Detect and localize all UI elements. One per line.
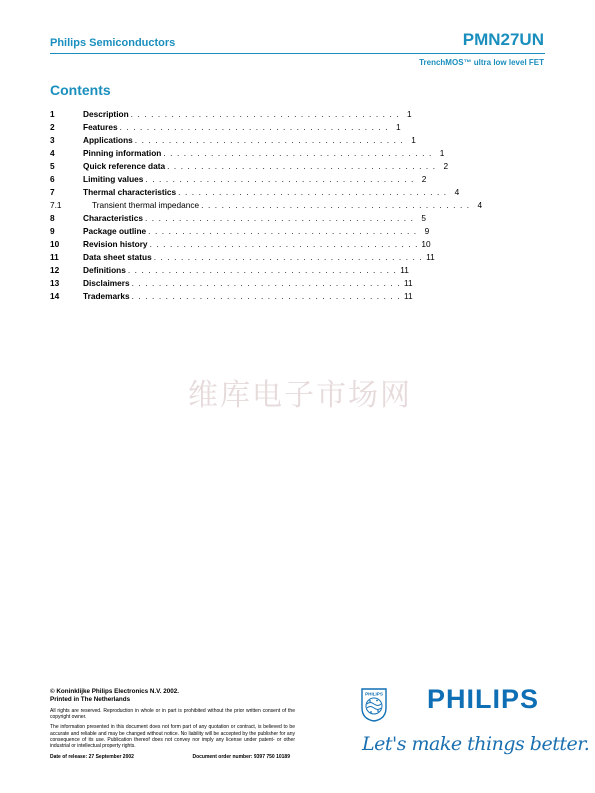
toc-entry-body	[83, 108, 412, 121]
toc-entry-title: Thermal characteristics	[83, 187, 177, 197]
toc-entry[interactable]	[50, 238, 431, 251]
toc-entry-body	[83, 225, 430, 238]
toc-entry-number: 8	[50, 213, 55, 223]
toc-dot-leader: . . . . . . . . . . . . . . . . . . . . . . . . . . . . . . . . . . . . . . . .	[148, 226, 418, 236]
toc-entry-number: 7	[50, 187, 55, 197]
toc-entry-number: 1	[50, 109, 55, 119]
toc-entry-number: 5	[50, 161, 55, 171]
toc-dot-leader: . . . . . . . . . . . . . . . . . . . . . . . . . . . . . . . . . . . . . . . .	[201, 200, 471, 210]
toc-entry-title: Definitions	[83, 265, 126, 275]
toc-entry-page: 4	[454, 187, 460, 197]
toc-dot-leader: . . . . . . . . . . . . . . . . . . . . . . . . . . . . . . . . . . . . . . . .	[134, 135, 404, 145]
philips-wordmark: PHILIPS	[427, 684, 540, 714]
toc-entry-body	[83, 238, 431, 251]
toc-dot-leader: . . . . . . . . . . . . . . . . . . . . . . . . . . . . . . . . . . . . . . . .	[131, 291, 401, 301]
toc-entry-page: 11	[403, 278, 413, 288]
toc-dot-leader: . . . . . . . . . . . . . . . . . . . . . . . . . . . . . . . . . . . . . . . .	[144, 213, 414, 223]
toc-entry-body	[83, 134, 416, 147]
toc-entry-page: 10	[421, 239, 431, 249]
product-title: PMN27UN	[462, 30, 544, 49]
toc-entry[interactable]	[50, 186, 460, 199]
toc-entry-page: 4	[477, 200, 483, 210]
toc-entry[interactable]	[50, 212, 426, 225]
toc-entry-page: 1	[407, 109, 412, 119]
toc-entry-number: 10	[50, 239, 60, 249]
toc-entry-title: Features	[83, 122, 118, 132]
company-name: Philips Semiconductors	[50, 37, 176, 49]
shield-label: PHILIPS	[365, 691, 383, 697]
toc-entry[interactable]	[50, 264, 409, 277]
toc-entry[interactable]	[50, 290, 413, 303]
contents-heading: Contents	[50, 82, 111, 98]
toc-entry-body	[83, 251, 435, 264]
toc-entry[interactable]	[50, 199, 483, 212]
toc-dot-leader: . . . . . . . . . . . . . . . . . . . . . . . . . . . . . . . . . . . . . . . .	[167, 161, 437, 171]
toc-dot-leader: . . . . . . . . . . . . . . . . . . . . . . . . . . . . . . . . . . . . . . . .	[119, 122, 389, 132]
toc-entry-title: Limiting values	[83, 174, 144, 184]
copyright-line: © Koninklijke Philips Electronics N.V. 2002.	[50, 688, 179, 695]
rights-notice: All rights are reserved. Reproduction in whole or in part is prohibited without the prior written consent of the copyright owner.	[50, 708, 295, 721]
toc-entry-title: Transient thermal impedance	[92, 200, 200, 210]
toc-entry-body	[83, 277, 413, 290]
printed-line: Printed in The Netherlands	[50, 696, 131, 703]
toc-entry-number: 13	[50, 278, 60, 288]
toc-entry-page: 1	[439, 148, 445, 158]
toc-entry-body	[92, 199, 483, 212]
toc-entry-page: 5	[421, 213, 426, 223]
toc-entry-body	[83, 264, 409, 277]
table-of-contents	[50, 108, 483, 303]
toc-entry-page: 11	[400, 265, 409, 275]
watermark: 维库电子市场网	[188, 378, 412, 413]
toc-entry-page: 2	[443, 161, 449, 171]
document-info	[50, 754, 290, 760]
toc-entry-title: Data sheet status	[83, 252, 152, 262]
toc-entry-number: 14	[50, 291, 60, 301]
toc-entry[interactable]	[50, 121, 401, 134]
footer	[50, 688, 295, 760]
brand-tagline: Let's make things better.	[362, 733, 590, 755]
toc-entry-page: 11	[403, 291, 413, 301]
toc-entry-body	[83, 147, 445, 160]
toc-entry-number: 2	[50, 122, 55, 132]
toc-entry[interactable]	[50, 108, 412, 121]
toc-entry-body	[83, 173, 427, 186]
toc-dot-leader: . . . . . . . . . . . . . . . . . . . . . . . . . . . . . . . . . . . . . . . .	[127, 265, 397, 275]
toc-entry-page: 11	[426, 252, 435, 262]
toc-entry-body	[83, 290, 413, 303]
toc-entry-title: Pinning information	[83, 148, 162, 158]
toc-dot-leader: . . . . . . . . . . . . . . . . . . . . . . . . . . . . . . . . . . . . . . . .	[149, 239, 419, 249]
toc-entry-number: 11	[50, 252, 59, 262]
toc-entry-page: 1	[395, 122, 401, 132]
toc-dot-leader: . . . . . . . . . . . . . . . . . . . . . . . . . . . . . . . . . . . . . . . .	[145, 174, 415, 184]
release-date: Date of release: 27 September 2002	[50, 754, 134, 761]
toc-entry-body	[83, 212, 426, 225]
header-divider	[50, 53, 545, 54]
toc-entry-title: Disclaimers	[83, 278, 130, 288]
toc-dot-leader: . . . . . . . . . . . . . . . . . . . . . . . . . . . . . . . . . . . . . . . .	[131, 278, 401, 288]
toc-entry[interactable]	[50, 277, 413, 290]
toc-entry[interactable]	[50, 173, 427, 186]
toc-entry-body	[83, 186, 460, 199]
toc-entry-title: Quick reference data	[83, 161, 166, 171]
toc-entry-number: 6	[50, 174, 55, 184]
toc-entry-page: 2	[421, 174, 427, 184]
toc-entry-page: 1	[411, 135, 416, 145]
liability-notice: The information presented in this document does not form part of any quotation or contract, is believed to be accurate and reliable and may be changed without notice. No liability will be accepted by the publisher for any consequence of its use. Publication thereof does not convey nor imply any license under patent- or other industrial or intellectual property rights.	[50, 724, 295, 750]
toc-dot-leader: . . . . . . . . . . . . . . . . . . . . . . . . . . . . . . . . . . . . . . . .	[153, 252, 423, 262]
toc-entry[interactable]	[50, 147, 445, 160]
toc-entry-title: Revision history	[83, 239, 148, 249]
toc-entry-title: Applications	[83, 135, 133, 145]
toc-dot-leader: . . . . . . . . . . . . . . . . . . . . . . . . . . . . . . . . . . . . . . . .	[130, 109, 400, 119]
order-number: Document order number: 9397 750 10189	[192, 754, 290, 761]
toc-entry-title: Package outline	[83, 226, 147, 236]
product-subtitle: TrenchMOS™ ultra low level FET	[419, 58, 544, 67]
toc-entry-body	[83, 121, 401, 134]
toc-entry[interactable]	[50, 225, 430, 238]
toc-entry[interactable]	[50, 251, 435, 264]
toc-entry-page: 9	[424, 226, 430, 236]
toc-dot-leader: . . . . . . . . . . . . . . . . . . . . . . . . . . . . . . . . . . . . . . . .	[163, 148, 433, 158]
toc-entry-number: 4	[50, 148, 55, 158]
toc-entry-title: Description	[83, 109, 129, 119]
toc-entry[interactable]	[50, 160, 449, 173]
toc-entry-title: Characteristics	[83, 213, 143, 223]
toc-entry[interactable]	[50, 134, 416, 147]
toc-entry-number: 3	[50, 135, 55, 145]
philips-shield-icon	[361, 688, 387, 722]
toc-entry-number: 12	[50, 265, 60, 275]
toc-entry-number: 9	[50, 226, 55, 236]
toc-entry-title: Trademarks	[83, 291, 130, 301]
toc-dot-leader: . . . . . . . . . . . . . . . . . . . . . . . . . . . . . . . . . . . . . . . .	[178, 187, 448, 197]
toc-entry-body	[83, 160, 449, 173]
toc-entry-number: 7.1	[50, 200, 62, 210]
